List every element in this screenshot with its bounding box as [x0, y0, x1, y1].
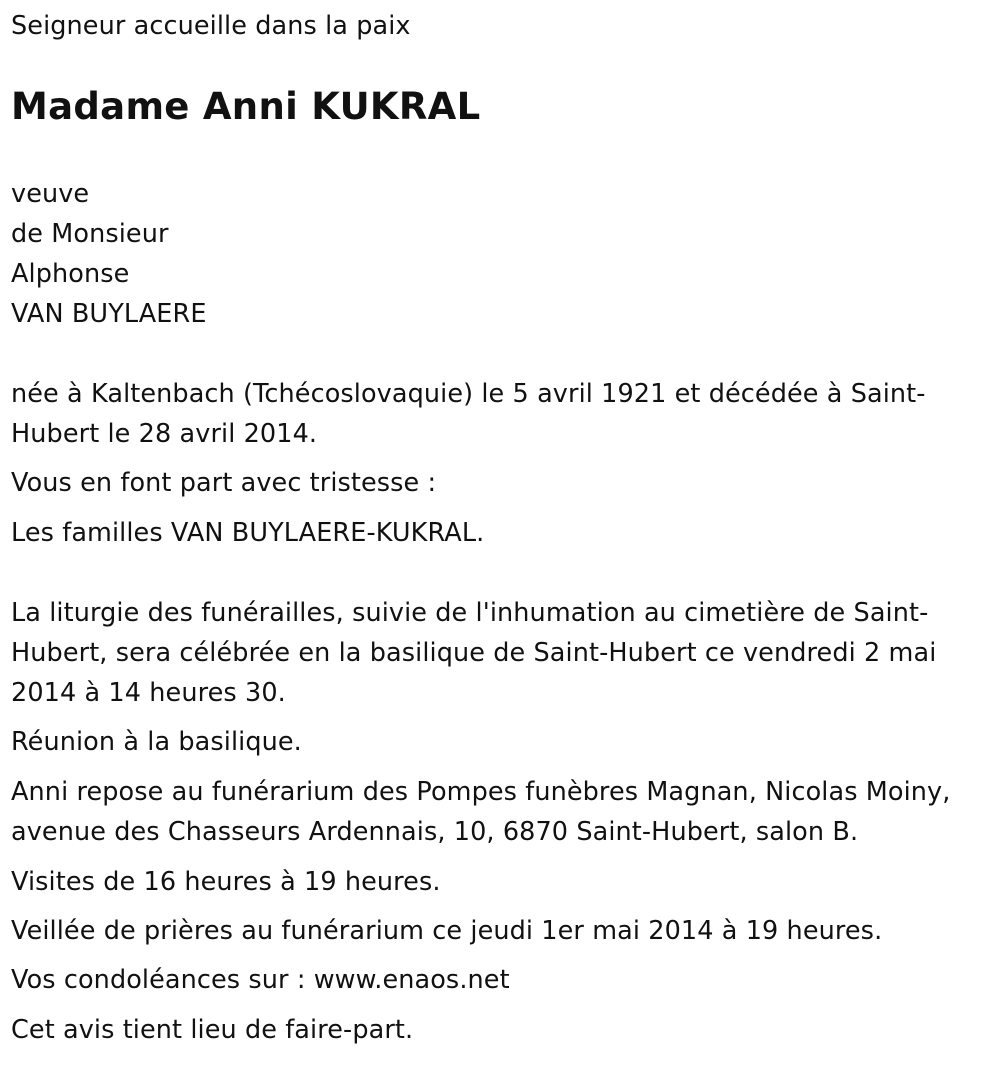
liturgy-line-1: La liturgie des funérailles, suivie de l'inhumation au cimetière de Saint- — [11, 598, 929, 628]
visits-text: Visites de 16 heures à 19 heures. — [11, 867, 441, 897]
widow-line-1: veuve — [11, 179, 90, 209]
rest-line-1: Anni repose au funérarium des Pompes funèbres Magnan, Nicolas Moiny, — [11, 777, 951, 807]
intro-text: Seigneur accueille dans la paix — [11, 11, 411, 41]
liturgy-line-2: Hubert, sera célébrée en la basilique de Saint-Hubert ce vendredi 2 mai — [11, 638, 937, 668]
birth-death-line-1: née à Kaltenbach (Tchécoslovaquie) le 5 avril 1921 et décédée à Saint- — [11, 379, 926, 409]
announcement-text: Vous en font part avec tristesse : — [11, 468, 437, 498]
vigil-text: Veillée de prières au funérarium ce jeudi 1er mai 2014 à 19 heures. — [11, 916, 883, 946]
widow-line-2: de Monsieur — [11, 219, 169, 249]
widow-line-3: Alphonse — [11, 259, 130, 289]
widow-line-4: VAN BUYLAERE — [11, 299, 207, 329]
meeting-text: Réunion à la basilique. — [11, 727, 302, 757]
birth-death-line-2: Hubert le 28 avril 2014. — [11, 419, 318, 449]
condolences-text: Vos condoléances sur : www.enaos.net — [11, 965, 510, 995]
rest-line-2: avenue des Chasseurs Ardennais, 10, 6870 Saint-Hubert, salon B. — [11, 817, 859, 847]
closing-text: Cet avis tient lieu de faire-part. — [11, 1015, 414, 1045]
families-text: Les familles VAN BUYLAERE-KUKRAL. — [11, 518, 485, 548]
liturgy-line-3: 2014 à 14 heures 30. — [11, 678, 286, 708]
deceased-name: Madame Anni KUKRAL — [11, 85, 481, 128]
